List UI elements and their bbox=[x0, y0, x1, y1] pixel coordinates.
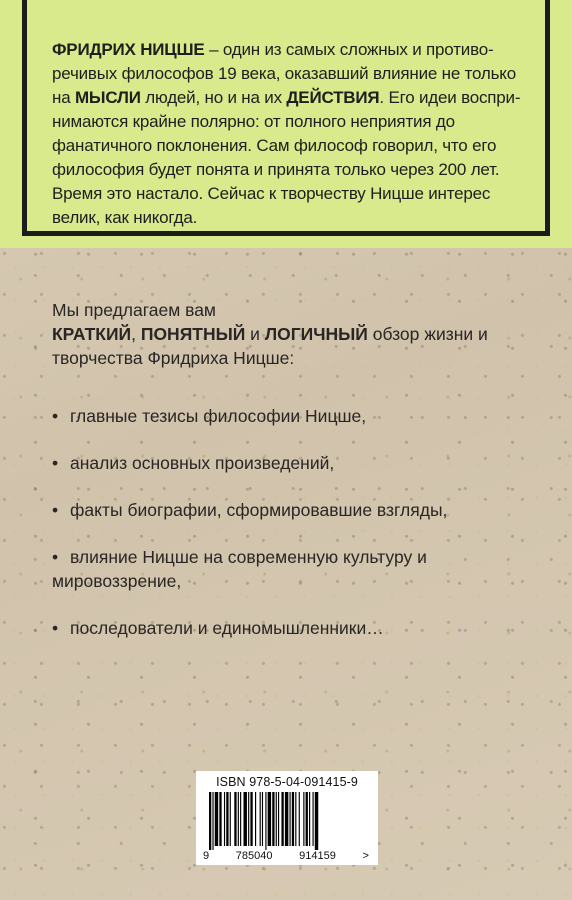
barcode-bar bbox=[265, 792, 266, 850]
offer-and: и bbox=[245, 324, 265, 344]
barcode-bar bbox=[290, 792, 291, 846]
barcode-digits-group-2: 914159 bbox=[299, 850, 336, 862]
barcode-digits-group-1: 785040 bbox=[235, 850, 273, 862]
offer-comma: , bbox=[131, 324, 136, 344]
isbn-number: ISBN 978-5-04-091415-9 bbox=[216, 775, 358, 789]
clear-word: ПОНЯТНЫЙ bbox=[140, 324, 246, 344]
barcode-bar bbox=[281, 792, 283, 846]
author-name: ФРИДРИХ НИЦШЕ bbox=[52, 40, 205, 59]
barcode-block bbox=[196, 771, 378, 865]
offer-line-1: Мы предлагаем вам bbox=[52, 300, 216, 320]
barcode-bar bbox=[209, 792, 211, 850]
barcode-bar bbox=[285, 792, 288, 846]
offer-rest: обзор жизни и творчества Фридриха Ницше: bbox=[52, 324, 488, 368]
barcode-bar bbox=[272, 792, 274, 846]
barcode-bar bbox=[234, 792, 236, 846]
barcode-bar bbox=[278, 792, 279, 846]
barcode-bar bbox=[315, 792, 318, 850]
offer-section bbox=[52, 298, 522, 663]
barcode-bar bbox=[244, 792, 247, 846]
list-item: • факты биографии, сформировавшие взгляды, bbox=[52, 498, 522, 522]
offer-text bbox=[52, 298, 522, 370]
barcode-bar bbox=[212, 792, 213, 850]
barcode-bar bbox=[250, 792, 252, 846]
list-item-text: влияние Ницше на современную культуру и мировоззрение, bbox=[52, 547, 427, 591]
barcode-digit-end: > bbox=[362, 850, 369, 862]
barcode-bar bbox=[255, 792, 256, 846]
list-item: • последователи и единомышленники… bbox=[52, 616, 522, 640]
barcode-bar bbox=[230, 792, 231, 846]
barcode-bar bbox=[309, 792, 310, 846]
barcode-bar bbox=[306, 792, 308, 846]
barcode-bar bbox=[292, 792, 294, 846]
bullet-icon: • bbox=[52, 547, 59, 567]
list-item: • анализ основных произведений, bbox=[52, 451, 522, 475]
barcode-bar bbox=[226, 792, 228, 846]
intro-part-1: – один из самых сложных и противо-речивых философов 19 века, оказавший влияние не только на bbox=[52, 40, 516, 107]
barcode-bar bbox=[240, 792, 241, 846]
barcode-bar bbox=[303, 792, 304, 846]
barcode-digit-first: 9 bbox=[203, 850, 210, 862]
list-item bbox=[52, 545, 522, 593]
barcode-digits bbox=[203, 850, 371, 862]
barcode-bar bbox=[276, 792, 277, 846]
actions-word: ДЕЙСТВИЯ bbox=[286, 88, 380, 107]
barcode-bar bbox=[262, 792, 263, 846]
barcode-bar bbox=[215, 792, 218, 846]
list-item: • главные тезисы философии Ницше, bbox=[52, 404, 522, 428]
barcode-bar bbox=[219, 792, 221, 846]
short-word: КРАТКИЙ bbox=[52, 324, 132, 344]
intro-panel bbox=[0, 0, 572, 248]
intro-text bbox=[52, 38, 522, 230]
barcode-bar bbox=[313, 792, 314, 846]
intro-part-2: людей, но и на их bbox=[140, 88, 287, 107]
topics-list bbox=[52, 404, 522, 640]
barcode-image bbox=[203, 792, 371, 850]
barcode-bar bbox=[238, 792, 239, 846]
logical-word: ЛОГИЧНЫЙ bbox=[264, 324, 368, 344]
barcode-bar bbox=[260, 792, 261, 846]
barcode-bar bbox=[295, 792, 296, 846]
barcode-bar bbox=[224, 792, 225, 846]
barcode-bar bbox=[248, 792, 249, 846]
thoughts-word: МЫСЛИ bbox=[74, 88, 141, 107]
intro-part-3: . Его идеи воспри-нимаются крайне полярно: от полного неприятия до фанатичного поклонения. Сам философ говорил, что его философия будет понята и принята только через 200 лет. Время это настало. Сейчас к творчеству Ницше интерес велик, как никогда. bbox=[52, 88, 521, 227]
barcode-bar bbox=[268, 792, 271, 846]
barcode-bar bbox=[299, 792, 300, 846]
